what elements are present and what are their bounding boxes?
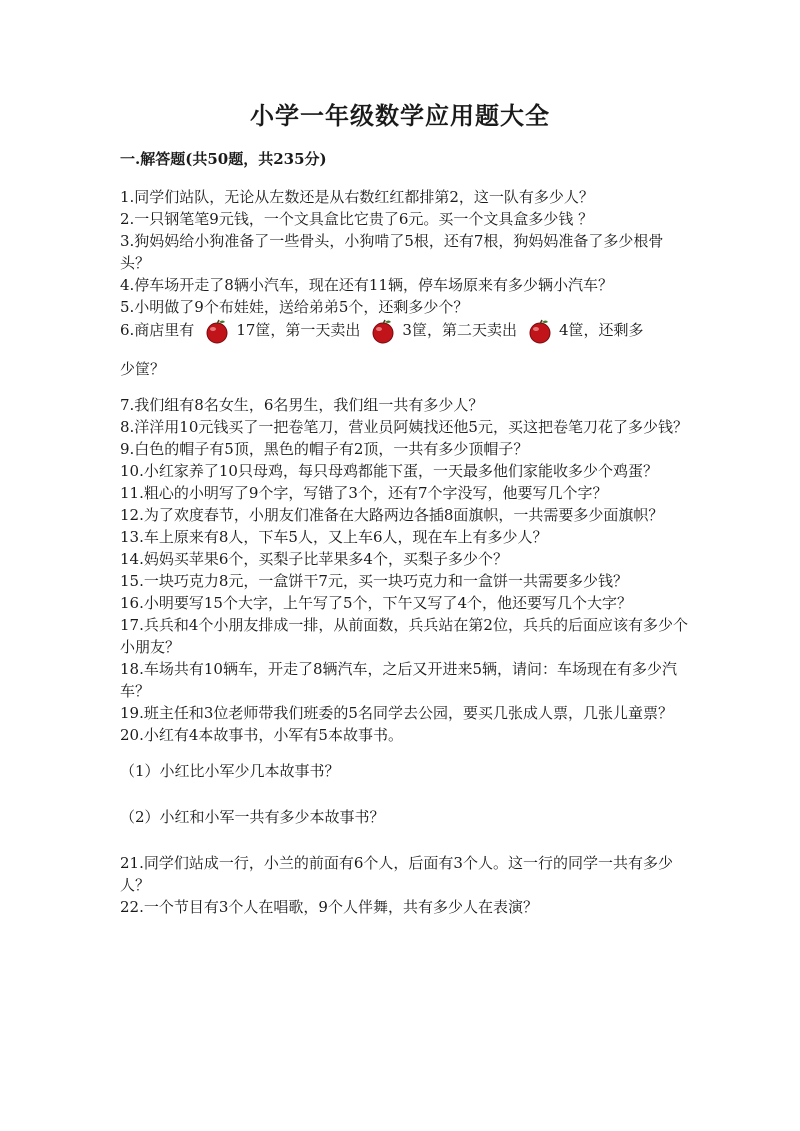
- section-heading: 一.解答题(共50题，共235分): [120, 150, 327, 168]
- question-9: 9.白色的帽子有5顶，黑色的帽子有2顶，一共有多少顶帽子？: [120, 440, 529, 458]
- apple-icon: [370, 318, 396, 344]
- question-4: 4.停车场开走了8辆小汽车，现在还有11辆，停车场原来有多少辆小汽车？: [120, 276, 613, 294]
- question-19: 19.班主任和3位老师带我们班委的5名同学去公园，要买几张成人票，几张儿童票？: [120, 704, 673, 722]
- question-7: 7.我们组有8名女生，6名男生，我们组一共有多少人？: [120, 396, 484, 414]
- question-16: 16.小明要写15个大字，上午写了5个，下午又写了4个，他还要写几个大字？: [120, 594, 633, 612]
- apple-icon: [527, 318, 553, 344]
- question-14: 14.妈妈买苹果6个，买梨子比苹果多4个，买梨子多少个？: [120, 550, 508, 568]
- question-13: 13.车上原来有8人，下车5人，又上车6人，现在车上有多少人？: [120, 528, 548, 546]
- question-5: 5.小明做了9个布娃娃，送给弟弟5个，还剩多少个？: [120, 298, 469, 316]
- question-20-sub-1: （1）小红比小军少几本故事书？: [120, 762, 340, 780]
- question-6-part: 4筐，还剩多: [558, 321, 644, 339]
- question-22: 22.一个节目有3个人在唱歌，9个人伴舞，共有多少人在表演？: [120, 898, 538, 916]
- question-6-part: 17筐，第一天卖出: [236, 321, 361, 339]
- question-6-part: 6.商店里有: [120, 321, 195, 339]
- question-20-sub-2: （2）小红和小军一共有多少本故事书？: [120, 808, 385, 826]
- apple-icon: [204, 318, 230, 344]
- question-3: 3.狗妈妈给小狗准备了一些骨头，小狗啃了5根，还有7根，狗妈妈准备了多少根骨头？: [120, 232, 664, 272]
- question-11: 11.粗心的小明写了9个字，写错了3个，还有7个字没写，他要写几个字？: [120, 484, 608, 502]
- question-8: 8.洋洋用10元钱买了一把卷笔刀，营业员阿姨找还他5元，买这把卷笔刀花了多少钱？: [120, 418, 688, 436]
- question-6-part: 3筐，第二天卖出: [402, 321, 517, 339]
- question-list: [120, 186, 690, 918]
- question-10: 10.小红家养了10只母鸡，每只母鸡都能下蛋，一天最多他们家能收多少个鸡蛋？: [120, 462, 658, 480]
- question-6: [120, 318, 690, 380]
- question-6-end: 少筐？: [120, 360, 166, 378]
- question-17: 17.兵兵和4个小朋友排成一排，从前面数，兵兵站在第2位，兵兵的后面应该有多少个小朋友？: [120, 616, 688, 656]
- question-21: 21.同学们站成一行，小兰的前面有6个人，后面有3个人。这一行的同学一共有多少人？: [120, 854, 673, 894]
- question-18: 18.车场共有10辆车，开走了8辆汽车，之后又开进来5辆，请问：车场现在有多少汽车？: [120, 660, 678, 700]
- question-15: 15.一块巧克力8元，一盒饼干7元，买一块巧克力和一盒饼一共需要多少钱？: [120, 572, 628, 590]
- question-20: 20.小红有4本故事书，小军有5本故事书。: [120, 726, 403, 744]
- page-title: 小学一年级数学应用题大全: [250, 101, 550, 130]
- question-12: 12.为了欢度春节，小朋友们准备在大路两边各插8面旗帜，一共需要多少面旗帜？: [120, 506, 664, 524]
- question-1: 1.同学们站队，无论从左数还是从右数红红都排第2，这一队有多少人？: [120, 188, 594, 206]
- question-2: 2.一只钢笔笔9元钱，一个文具盒比它贵了6元。买一个文具盒多少钱 ？: [120, 210, 594, 228]
